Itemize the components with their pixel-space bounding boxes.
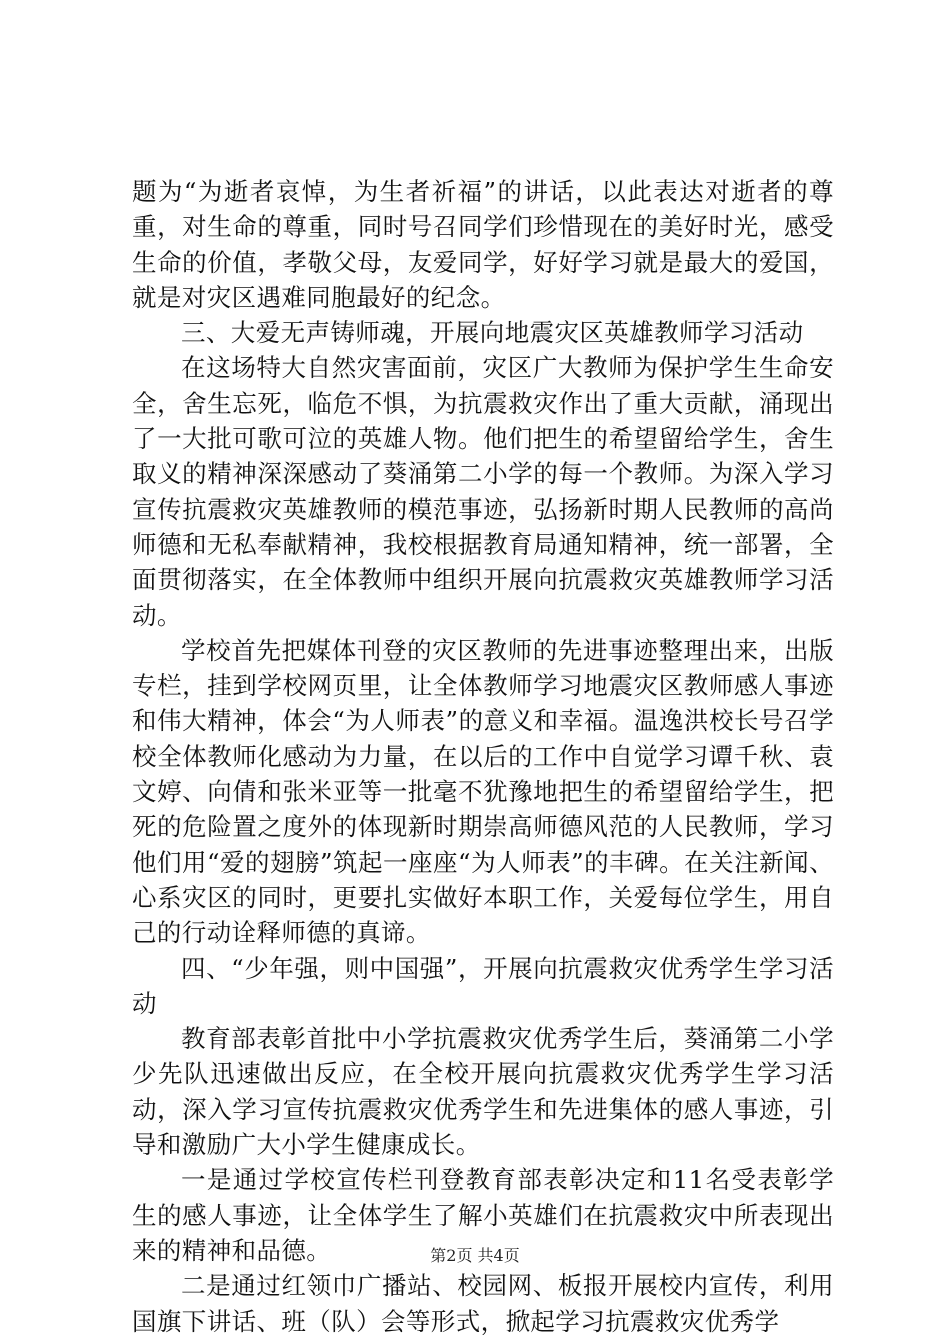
paragraph-school-actions: 学校首先把媒体刊登的灾区教师的先进事迹整理出来，出版专栏，挂到学校网页里，让全体教师学习地震灾区教师感人事迹和伟大精神，体会“为人师表”的意义和幸福。温逸洪校长号召学校全体教师化感动为力量，在以后的工作中自觉学习谭千秋、袁文婷、向倩和张米亚等一批毫不犹豫地把生的希望留给学生，把死的危险置之度外的体现新时期崇高师德风范的人民教师，学习他们用“爱的翅膀”筑起一座座“为人师表”的丰碑。在关注新闻、心系灾区的同时，更要扎实做好本职工作，关爱每位学生，用自己的行动诠释师德的真谛。 <box>132 635 834 948</box>
page-footer: 第2页 共4页 <box>430 1246 520 1265</box>
paragraph-heroic-teachers: 在这场特大自然灾害面前，灾区广大教师为保护学生生命安全，舍生忘死，临危不惧，为抗震救灾作出了重大贡献，涌现出了一大批可歌可泣的英雄人物。他们把生的希望留给学生，舍生取义的精神深深感动了葵涌第二小学的每一个教师。为深入学习宣传抗震救灾英雄教师的模范事迹，弘扬新时期人民教师的高尚师德和无私奉献精神，我校根据教育局通知精神，统一部署，全面贯彻落实，在全体教师中组织开展向抗震救灾英雄教师学习活动。 <box>132 353 834 630</box>
section-heading-three: 三、大爱无声铸师魂，开展向地震灾区英雄教师学习活动 <box>181 318 804 348</box>
paragraph-continuation: 题为“为逝者哀悼，为生者祈福”的讲话，以此表达对逝者的尊重，对生命的尊重，同时号召同学们珍惜现在的美好时光，感受生命的价值，孝敬父母，友爱同学，好好学习就是最大的爱国，就是对灾区遇难同胞最好的纪念。 <box>132 177 834 312</box>
paragraph-student-commendation: 教育部表彰首批中小学抗震救灾优秀学生后，葵涌第二小学少先队迅速做出反应，在全校开展向抗震救灾优秀学生学习活动，深入学习宣传抗震救灾优秀学生和先进集体的感人事迹，引导和激励广大小学生健康成长。 <box>132 1024 834 1160</box>
section-heading-four: 四、“少年强，则中国强”，开展向抗震救灾优秀学生学习活动 <box>132 953 834 1018</box>
document-body <box>132 174 834 1339</box>
paragraph-bulletin-board: 一是通过学校宣传栏刊登教育部表彰决定和11名受表彰学生的感人事迹，让全体学生了解小英雄们在抗震救灾中所表现出来的精神和品德。 <box>132 1165 834 1265</box>
paragraph-broadcast-station: 二是通过红领巾广播站、校园网、板报开展校内宣传，利用国旗下讲话、班（队）会等形式，掀起学习抗震救灾优秀学 <box>132 1271 834 1336</box>
